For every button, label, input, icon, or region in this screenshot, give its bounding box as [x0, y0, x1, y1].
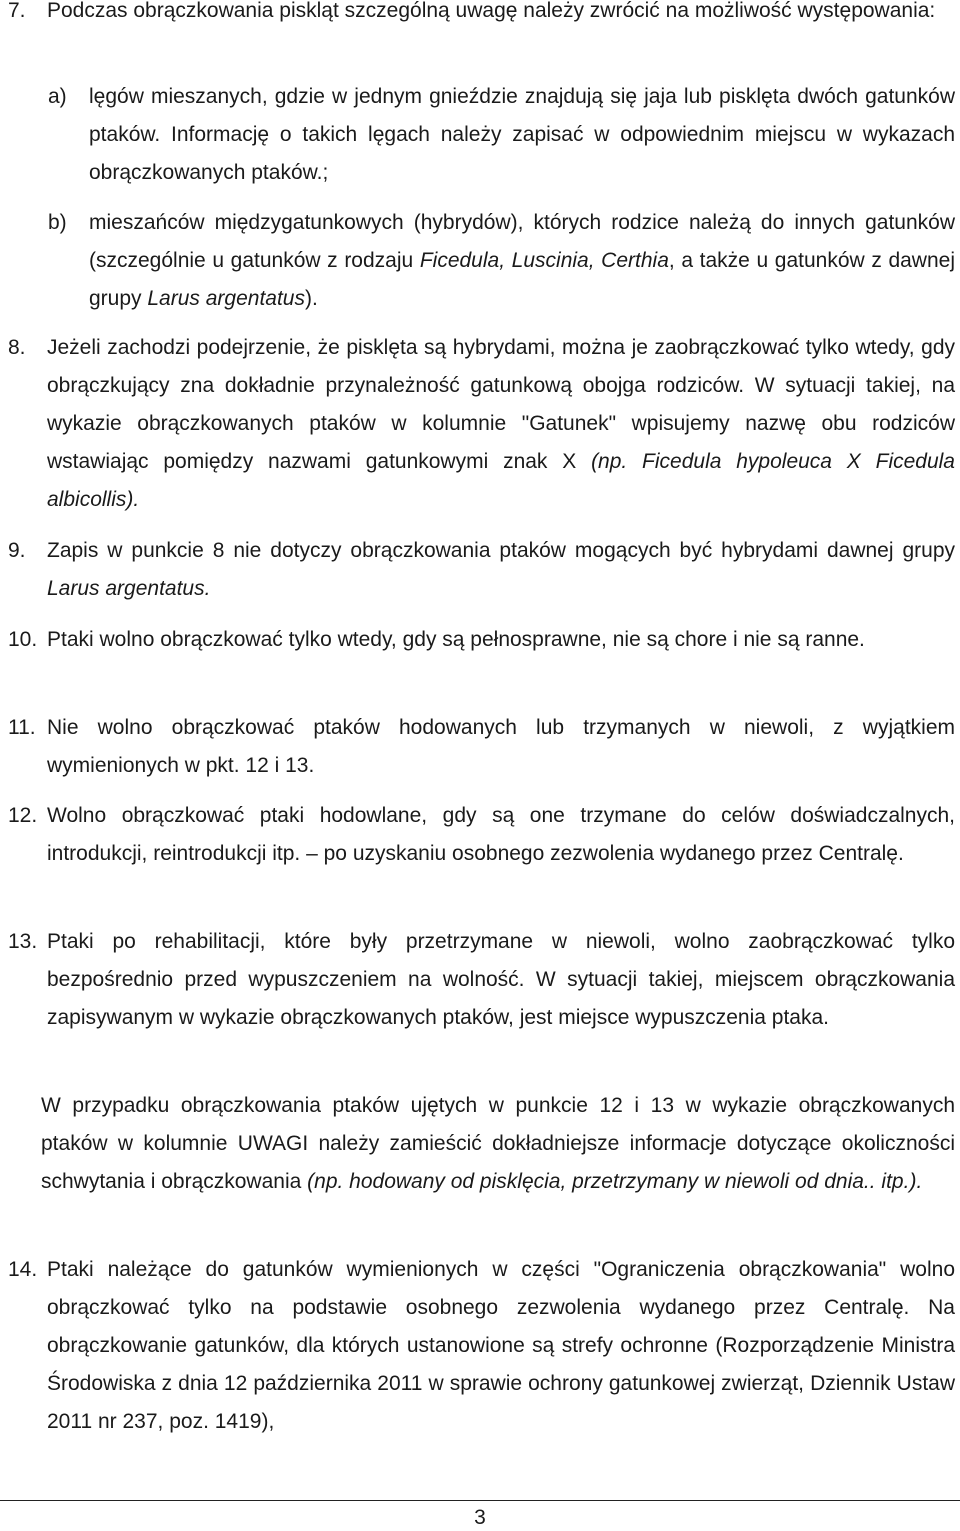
text-segment: W przypadku obrączkowania ptaków ujętych w punkcie 12 i 13 w wykazie obrączkowanych ptaków w kolumnie UWAGI należy zamieścić dokładniejsze informacje dotyczące okoliczności schwytania i obrączkowania	[41, 1094, 955, 1193]
italic-text: Ficedula, Luscinia, Certhia	[419, 249, 669, 272]
item-number: 10.	[8, 628, 38, 651]
item-number: 11.	[8, 716, 36, 739]
item-number: 12.	[8, 804, 38, 827]
text-segment: Ptaki należące do gatunków wymienionych w części "Ograniczenia obrączkowania" wolno obrączkować tylko na podstawie osobnego zezwolenia wydanego przez Centralę. Na obrączkowanie gatunków, dla których ustanowione są strefy ochronne (Rozporządzenie Ministra Środowiska z dnia 12 października 2011 w sprawie ochrony gatunkowej zwierząt, Dziennik Ustaw 2011 nr 237, poz. 1419),	[47, 1258, 955, 1433]
item-number: 9.	[8, 539, 26, 562]
text-segment: Nie wolno obrączkować ptaków hodowanych lub trzymanych w niewoli, z wyjątkiem wymienionych w pkt. 12 i 13.	[47, 716, 955, 777]
text-segment: lęgów mieszanych, gdzie w jednym gnieździe znajdują się jaja lub pisklęta dwóch gatunków ptaków. Informację o takich lęgach należy zapisać w odpowiednim miejscu w wykazach obrączkowanych ptaków.;	[89, 85, 955, 184]
item-text	[47, 923, 955, 1037]
text-segment: Ptaki po rehabilitacji, które były przetrzymane w niewoli, wolno zaobrączkować tylko bezpośrednio przed wypuszczeniem na wolność. W sytuacji takiej, miejscem obrączkowania zapisywanym w wykazie obrączkowanych ptaków, jest miejsce wypuszczenia ptaka.	[47, 930, 955, 1029]
footer-divider	[0, 1500, 960, 1501]
item-text	[47, 329, 955, 519]
item-number: 13.	[8, 930, 38, 953]
text-segment: mieszańców międzygatunkowych (hybrydów), których rodzice należą do innych gatunków (szczególnie u gatunków z rodzaju	[89, 211, 955, 272]
italic-text: Larus argentatus.	[47, 577, 211, 600]
item-number: a)	[48, 85, 67, 108]
item-number: b)	[48, 211, 67, 234]
text-segment: Ptaki wolno obrączkować tylko wtedy, gdy są pełnosprawne, nie są chore i nie są ranne.	[47, 628, 865, 651]
text-segment: Zapis w punkcie 8 nie dotyczy obrączkowania ptaków mogących być hybrydami dawnej grupy	[47, 539, 955, 562]
text-segment: Wolno obrączkować ptaki hodowlane, gdy są one trzymane do celów doświadczalnych, introdukcji, reintrodukcji itp. – po uzyskaniu osobnego zezwolenia wydanego przez Centralę.	[47, 804, 955, 865]
item-number: 7.	[8, 0, 26, 22]
item-text	[47, 1251, 955, 1441]
italic-text: Larus argentatus	[147, 287, 305, 310]
item-text	[47, 532, 955, 608]
item-text	[41, 1087, 955, 1201]
item-text	[47, 621, 955, 659]
item-text	[89, 78, 955, 192]
item-text	[47, 797, 955, 873]
text-segment: ).	[304, 287, 318, 310]
text-segment: , a także u gatunków z dawnej grupy	[89, 249, 956, 310]
text-segment: Jeżeli zachodzi podejrzenie, że pisklęta są hybrydami, można je zaobrączkować tylko wtedy, gdy obrączkujący zna dokładnie przynależność gatunkową obojga rodziców. W sytuacji takiej, na wykazie obrączkowanych ptaków w kolumnie "Gatunek" wpisujemy nazwę obu rodziców wstawiając pomiędzy nazwami gatunkowymi znak X	[47, 336, 955, 473]
item-number: 8.	[8, 336, 26, 359]
text-segment: Podczas obrączkowania piskląt szczególną uwagę należy zwrócić na możliwość występowania:	[47, 0, 936, 22]
item-text	[47, 0, 955, 30]
item-text	[47, 709, 955, 785]
page-number: 3	[474, 1506, 486, 1529]
italic-text: (np. Ficedula hypoleuca X Ficedula albicollis).	[47, 450, 955, 511]
italic-text: (np. hodowany od pisklęcia, przetrzymany w niewoli od dnia.. itp.).	[307, 1170, 923, 1193]
item-number: 14.	[8, 1258, 38, 1281]
item-text	[89, 204, 955, 318]
